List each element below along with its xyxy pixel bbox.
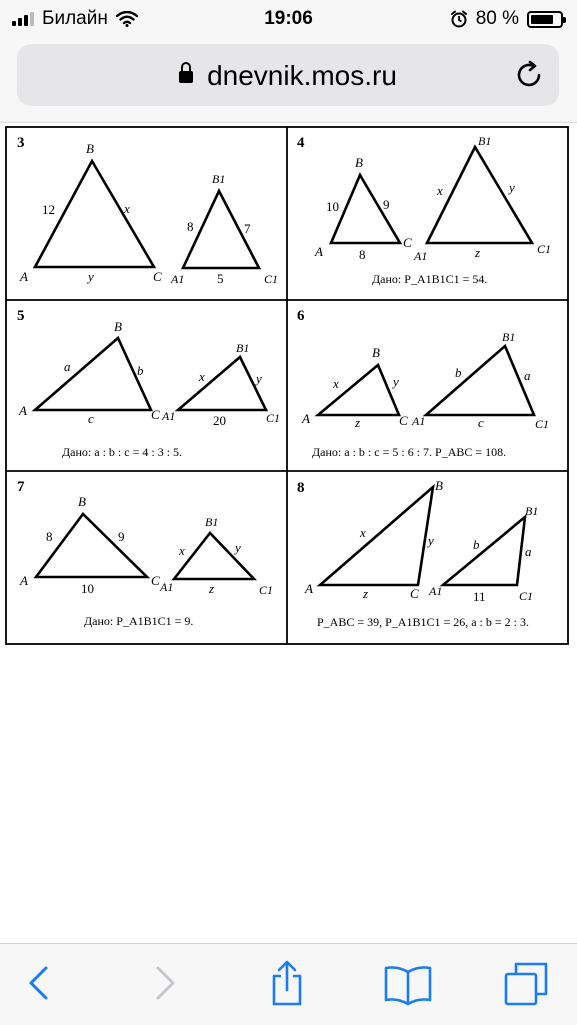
triangle-a1b1c1: [174, 533, 254, 579]
triangle-abc: [36, 514, 147, 577]
side-label: y: [88, 269, 94, 284]
side-label: 5: [217, 271, 224, 286]
url-text: dnevnik.mos.ru: [207, 60, 397, 91]
vertex-a1: A1: [160, 580, 174, 594]
side-label: c: [88, 411, 94, 426]
side-label: b: [473, 537, 480, 552]
triangle-a1b1c1: [443, 517, 525, 585]
given-text: Дано: P_A1B1C1 = 54.: [372, 272, 488, 286]
carrier-name: Билайн: [42, 8, 108, 29]
back-icon[interactable]: [14, 958, 64, 1008]
side-label: z: [363, 586, 369, 601]
side-label: b: [137, 363, 144, 378]
vertex-c1: C1: [266, 411, 281, 425]
problem-number: 7: [17, 479, 25, 495]
vertex-b1: B1: [478, 134, 492, 148]
vertex-b: B: [355, 155, 363, 170]
vertex-c: C: [153, 269, 162, 284]
side-label: 8: [46, 529, 53, 544]
side-label: 11: [473, 589, 486, 604]
address-text-row: [17, 60, 559, 92]
vertex-c1: C1: [519, 589, 534, 603]
side-label: y: [428, 533, 434, 548]
battery-percent: 80 %: [475, 8, 519, 29]
worksheet-image: [0, 123, 577, 653]
side-label: 8: [359, 247, 366, 262]
vertex-c: C: [403, 235, 412, 250]
side-label: a: [64, 359, 71, 374]
side-label: 9: [118, 529, 125, 544]
vertex-a: A: [305, 581, 313, 596]
vertex-a: A: [20, 573, 28, 588]
side-label: 10: [326, 199, 339, 214]
problem-number: 3: [17, 135, 25, 151]
side-label: x: [124, 201, 130, 216]
vertex-a1: A1: [171, 272, 185, 286]
side-label: x: [199, 369, 205, 384]
vertex-b1: B1: [205, 515, 219, 529]
vertex-a1: A1: [429, 584, 443, 598]
side-label: z: [475, 245, 481, 260]
side-label: z: [355, 415, 361, 430]
given-text: Дано: P_A1B1C1 = 9.: [84, 614, 194, 628]
alarm-icon: [450, 10, 468, 28]
status-bar: [0, 0, 577, 36]
vertex-a1: A1: [414, 249, 428, 263]
side-label: y: [509, 180, 515, 195]
triangle-a1b1c1: [426, 346, 534, 415]
problem-number: 6: [297, 308, 305, 324]
problem-number: 5: [17, 308, 25, 324]
side-label: a: [525, 544, 532, 559]
vertex-b: B: [114, 319, 122, 334]
triangle-abc: [331, 175, 400, 243]
triangle-abc: [320, 487, 433, 585]
vertex-b: B: [86, 141, 94, 156]
side-label: y: [393, 374, 399, 389]
problem-7: [17, 479, 273, 628]
battery-icon: [527, 11, 563, 28]
problem-5: [17, 308, 280, 459]
vertex-a1: A1: [162, 409, 176, 423]
problem-6: [297, 308, 549, 459]
side-label: y: [256, 371, 262, 386]
side-label: 20: [213, 413, 226, 428]
problem-number: 8: [297, 480, 305, 496]
vertex-b: B: [372, 345, 380, 360]
given-text: Дано: a : b : c = 5 : 6 : 7. P_ABC = 108.: [312, 445, 507, 459]
vertex-a: A: [19, 403, 27, 418]
vertex-c1: C1: [259, 583, 274, 597]
problem-4: [297, 134, 551, 286]
vertex-b: B: [435, 478, 443, 493]
vertex-b1: B1: [236, 341, 250, 355]
side-label: 10: [81, 581, 94, 596]
side-label: 8: [187, 219, 194, 234]
share-icon[interactable]: [262, 958, 312, 1008]
side-label: 7: [244, 221, 251, 236]
bookmarks-icon[interactable]: [383, 958, 433, 1008]
side-label: x: [437, 183, 443, 198]
vertex-c1: C1: [264, 272, 279, 286]
triangle-a1b1c1: [178, 357, 266, 410]
problem-3: [17, 135, 278, 286]
triangle-abc: [318, 365, 399, 415]
reload-icon[interactable]: [513, 59, 545, 91]
page-content: [0, 123, 577, 943]
browser-toolbar: [0, 943, 577, 1025]
vertex-b1: B1: [502, 330, 516, 344]
problem-number: 4: [297, 135, 305, 151]
status-right: [450, 8, 563, 30]
given-text: Дано: a : b : c = 4 : 3 : 5.: [62, 445, 183, 459]
given-text: P_ABC = 39, P_A1B1C1 = 26, a : b = 2 : 3.: [317, 615, 529, 629]
side-label: 9: [383, 197, 390, 212]
side-label: x: [360, 525, 366, 540]
tabs-icon[interactable]: [502, 958, 552, 1008]
vertex-b1: B1: [525, 504, 539, 518]
forward-icon[interactable]: [140, 958, 190, 1008]
address-bar[interactable]: [17, 44, 559, 106]
vertex-c1: C1: [537, 242, 552, 256]
side-label: c: [478, 415, 484, 430]
side-label: z: [209, 581, 215, 596]
vertex-a: A: [315, 244, 323, 259]
vertex-c: C: [151, 407, 160, 422]
lock-icon: [179, 71, 193, 83]
worksheet-grid: [6, 127, 568, 644]
vertex-c: C: [399, 413, 408, 428]
vertex-b1: B1: [212, 172, 226, 186]
side-label: x: [179, 543, 185, 558]
vertex-c: C: [410, 586, 419, 601]
vertex-a: A: [20, 269, 28, 284]
side-label: b: [455, 365, 462, 380]
side-label: y: [235, 540, 241, 555]
triangle-abc: [35, 338, 151, 410]
vertex-a1: A1: [412, 414, 426, 428]
side-label: 12: [42, 202, 55, 217]
vertex-c1: C1: [535, 417, 550, 431]
browser-address-area: [0, 36, 577, 123]
vertex-a: A: [302, 411, 310, 426]
side-label: a: [524, 368, 531, 383]
vertex-c: C: [151, 573, 160, 588]
vertex-b: B: [78, 494, 86, 509]
problem-8: [297, 478, 538, 629]
side-label: x: [333, 376, 339, 391]
clock: 19:06: [264, 8, 313, 29]
